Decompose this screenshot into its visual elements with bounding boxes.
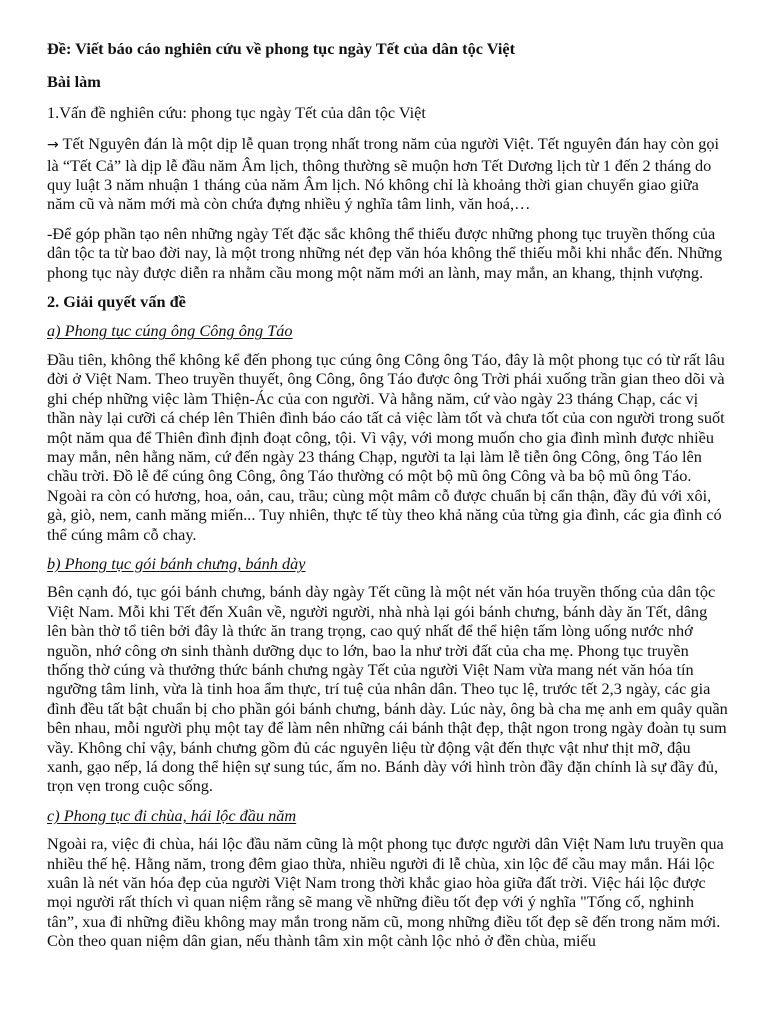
intro-text: Tết Nguyên đán là một dịp lễ quan trọng nhất trong năm của người Việt. Tết nguyên đán hay còn gọi là “Tết Cả” là dịp lễ đầu năm Âm lịch, thông thường sẽ muộn hơn Tết Dương lịch từ 1 đến 2 tháng do quy luật 3 năm nhuận 1 tháng của năm Âm lịch. Nó không chỉ là khoảng thời gian chuyển giao giữa năm cũ và năm mới mà còn chứa đựng nhiều ý nghĩa tâm linh, văn hoá,… xyxy=(47,134,720,214)
document-title: Đề: Viết báo cáo nghiên cứu về phong tục ngày Tết của dân tộc Việt xyxy=(47,39,516,58)
purpose-paragraph: -Để góp phần tạo nên những ngày Tết đặc sắc không thể thiếu được những phong tục truyền thống của dân tộc ta từ bao đời nay, là một trong những nét đẹp văn hóa không thể thiếu mỗi khi nhắc đến. Những phong tục này được diễn ra nhằm cầu mong một năm mới an lành, may mắn, an khang, thịnh vượng. xyxy=(47,223,723,282)
bai-lam-heading: Bài làm xyxy=(47,72,101,92)
arrow-right-icon: → xyxy=(47,137,59,154)
section-2-heading: 2. Giải quyết vấn đề xyxy=(47,292,186,312)
section-1-heading: 1.Vấn đề nghiên cứu: phong tục ngày Tết của dân tộc Việt xyxy=(47,102,426,122)
subsection-b-heading: b) Phong tục gói bánh chưng, bánh dày xyxy=(47,553,306,573)
intro-paragraph xyxy=(47,134,728,214)
subsection-a-heading: a) Phong tục cúng ông Công ông Táo xyxy=(47,321,293,341)
subsection-c-heading: c) Phong tục đi chùa, hái lộc đầu năm xyxy=(47,805,297,825)
subsection-b-body: Bên cạnh đó, tục gói bánh chưng, bánh dày ngày Tết cũng là một nét văn hóa truyền thống của dân tộc Việt Nam. Mỗi khi Tết đến Xuân về, người người, nhà nhà lại gói bánh chưng, bánh dày ăn Tết, dâng lên bàn thờ tổ tiên bởi đây là thức ăn trang trọng, cao quý nhất để thể hiện tấm lòng uống nước nhớ nguồn, nhớ công ơn sinh thành dưỡng dục to lớn, bao la như trời đất của cha mẹ. Phong tục truyền thống thờ cúng và thưởng thức bánh chưng ngày Tết của người Việt Nam vừa mang nét văn hóa tín ngưỡng tâm linh, vừa là tinh hoa ẩm thực, trí tuệ của nhân dân. Theo tục lệ, trước tết 2,3 ngày, các gia đình đều tất bật chuẩn bị cho phần gói bánh chưng, bánh dày. Lúc này, ông bà cha mẹ anh em quây quần bên nhau, mỗi người phụ một tay để làm nên những cái bánh thật đẹp, thật ngon trong ngày đoàn tụ sum vầy. Không chỉ vậy, bánh chưng gồm đủ các nguyên liệu từ động vật đến thực vật như thịt mỡ, đậu xanh, gạo nếp, lá dong thể hiện sự sung túc, ấm no. Bánh dày với hình tròn đầy đặn chính là sự đầy đủ, trọn vẹn trong cuộc sống. xyxy=(47,582,728,796)
subsection-c-body: Ngoài ra, việc đi chùa, hái lộc đầu năm cũng là một phong tục được người dân Việt Nam lưu truyền qua nhiều thế hệ. Hằng năm, trong đêm giao thừa, nhiều người đi lễ chùa, xin lộc để cầu may mắn. Hái lộc xuân là nét văn hóa đẹp của người Việt Nam trong thời khắc giao hòa giữa đất trời. Việc hái lộc được mọi người rất thích vì quan niệm rằng sẽ mang về những điều tốt đẹp với ý nghĩa "Tống cố, nghinh tân”, xua đi những điều không may mắn trong năm cũ, mong những điều tốt đẹp sẽ đến trong năm mới. Còn theo quan niệm dân gian, nếu thành tâm xin một cành lộc nhỏ ở đền chùa, miếu xyxy=(47,834,724,951)
subsection-a-body: Đầu tiên, không thể không kể đến phong tục cúng ông Công ông Táo, đây là một phong tục có từ rất lâu đời ở Việt Nam. Theo truyền thuyết, ông Công, ông Táo được ông Trời phái xuống trần gian theo dõi và ghi chép những việc làm Thiện-Ác của con người. Và hằng năm, cứ vào ngày 23 tháng Chạp, các vị thần này lại cưỡi cá chép lên Thiên đình báo cáo tất cả việc làm tốt và chưa tốt của con người trong suốt một năm qua để Thiên đình định đoạt công, tội. Vì vậy, với mong muốn cho gia đình mình được nhiều may mắn, nên hằng năm, cứ đến ngày 23 tháng Chạp, người ta lại làm lễ tiễn ông Công, ông Táo lên chầu trời. Đồ lễ để cúng ông Công, ông Táo thường có một bộ mũ ông Công và ba bộ mũ ông Táo. Ngoài ra còn có hương, hoa, oản, cau, trầu; cùng một mâm cỗ được chuẩn bị cẩn thận, đầy đủ với xôi, gà, giò, nem, canh măng miến... Tuy nhiên, thực tế tùy theo khả năng của từng gia đình, các gia đình có thể cúng mâm cỗ chay. xyxy=(47,349,725,544)
